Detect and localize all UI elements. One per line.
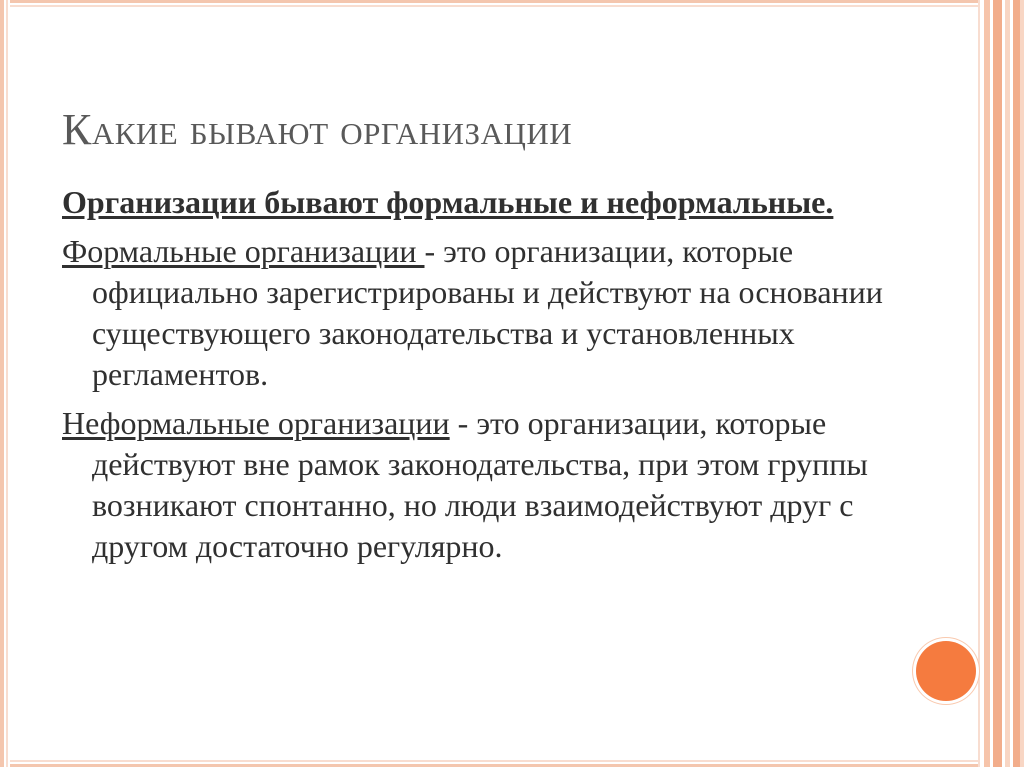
lead-text: Организации бывают формальные и неформальные. [62, 184, 834, 220]
informal-definition: - это организации, которые действуют вне рамок законодательства, при этом группы возникают спонтанно, но люди взаимодействуют друг с другом достаточно регулярно. [92, 405, 868, 564]
frame-left-border [0, 0, 10, 767]
lead-paragraph [62, 182, 892, 223]
slide-title: Какие бывают организации [62, 105, 573, 154]
formal-term: Формальные организации [62, 233, 425, 269]
formal-definition-paragraph [62, 231, 892, 395]
informal-definition-paragraph [62, 403, 892, 567]
decorative-circle [916, 641, 976, 701]
formal-definition: - это организации, которые официально зарегистрированы и действуют на основании существующего законодательства и установленных регламентов. [92, 233, 883, 392]
slide-body [62, 182, 892, 575]
decorative-stripes [980, 0, 1024, 767]
frame-bottom-border [0, 759, 1024, 767]
informal-term: Неформальные организации [62, 405, 450, 441]
frame-top-border [0, 0, 1024, 8]
